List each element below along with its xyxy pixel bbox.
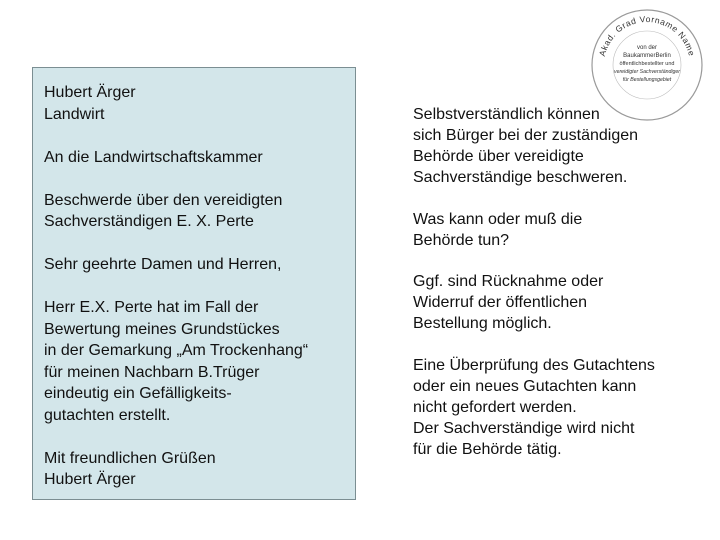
body-line: eindeutig ein Gefälligkeits- bbox=[44, 385, 232, 402]
salutation: Sehr geehrte Damen und Herren, bbox=[44, 256, 282, 273]
answer-line: Selbstverständlich können bbox=[413, 106, 600, 123]
question-line: Behörde tun? bbox=[413, 232, 510, 249]
seal-line: vereidigter Sachverständiger bbox=[613, 69, 681, 75]
subject-line: Sachverständigen E. X. Perte bbox=[44, 213, 254, 230]
seal-line: BaukammerBerlin bbox=[623, 53, 671, 59]
recipient: An die Landwirtschaftskammer bbox=[44, 148, 263, 166]
body-line: in der Gemarkung „Am Trockenhang“ bbox=[44, 342, 309, 359]
answer-line: Widerruf der öffentlichen bbox=[413, 294, 588, 311]
seal-line: von der bbox=[636, 45, 658, 51]
body-line: Herr E.X. Perte hat im Fall der bbox=[44, 299, 259, 316]
answer-line: Bestellung möglich. bbox=[413, 315, 552, 332]
answer-line: Sachverständige beschweren. bbox=[413, 169, 628, 186]
complaint-letter-box bbox=[32, 67, 356, 500]
answer-line: oder ein neues Gutachten kann bbox=[413, 378, 637, 395]
seal-line: für Bestellungsgebiet bbox=[622, 77, 672, 83]
signature: Hubert Ärger bbox=[44, 471, 136, 488]
sender-name: Hubert Ärger bbox=[44, 84, 136, 101]
answer-column bbox=[413, 104, 713, 460]
body-line: gutachten erstellt. bbox=[44, 406, 171, 424]
seal-arc-text: Akad. Grad Vorname Name bbox=[596, 13, 698, 58]
official-seal bbox=[590, 8, 704, 122]
question-line: Was kann oder muß die bbox=[413, 211, 583, 228]
answer-line: Der Sachverständige wird nicht bbox=[413, 420, 635, 437]
sender-role: Landwirt bbox=[44, 105, 105, 123]
subject-line: Beschwerde über den vereidigten bbox=[44, 191, 283, 209]
answer-line: Ggf. sind Rücknahme oder bbox=[413, 273, 604, 290]
answer-line: Behörde über vereidigte bbox=[413, 148, 584, 165]
answer-line: für die Behörde tätig. bbox=[413, 441, 562, 458]
answer-line: sich Bürger bei der zuständigen bbox=[413, 127, 639, 144]
body-line: für meinen Nachbarn B.Trüger bbox=[44, 363, 260, 381]
answer-line: Eine Überprüfung des Gutachtens bbox=[413, 357, 655, 374]
seal-line: öffentlichbestellter und bbox=[619, 61, 675, 67]
answer-line: nicht gefordert werden. bbox=[413, 399, 577, 416]
closing: Mit freundlichen Grüßen bbox=[44, 449, 216, 467]
body-line: Bewertung meines Grundstückes bbox=[44, 320, 280, 338]
